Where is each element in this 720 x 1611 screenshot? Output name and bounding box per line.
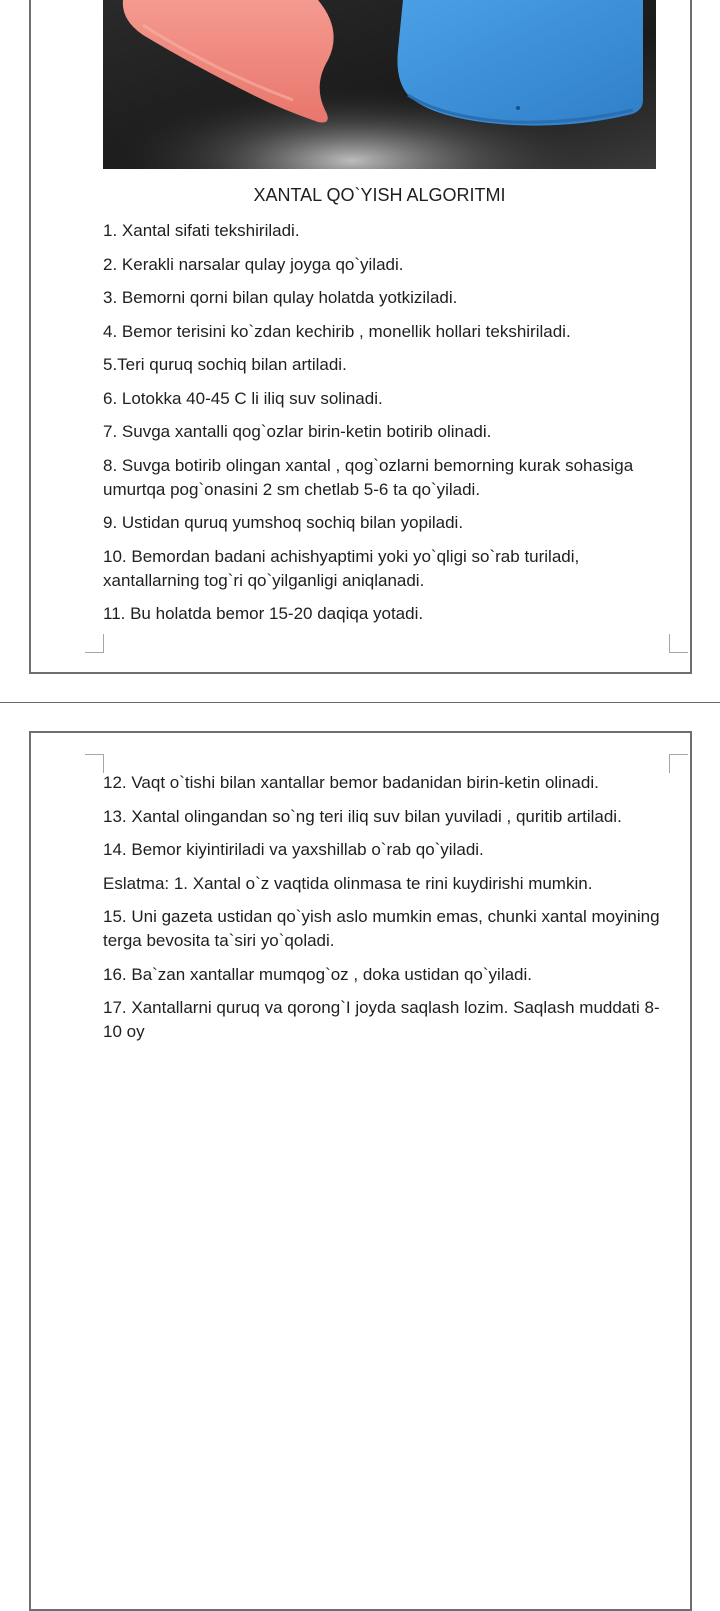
corner-mark-top-right (669, 634, 688, 653)
algorithm-list-page-1 (103, 219, 678, 636)
page-title: XANTAL QO`YISH ALGORITMI (253, 185, 506, 205)
list-item: 4. Bemor terisini ko`zdan kechirib , monellik hollari tekshiriladi. (103, 321, 571, 341)
note-item: Eslatma: 1. Xantal o`z vaqtida olinmasa te rini kuydirishi mumkin. (103, 873, 593, 893)
photo (103, 0, 656, 169)
list-item: 15. Uni gazeta ustidan qo`yish aslo mumkin emas, chunki xantal moyining terga bevosita ta`siri yo`qoladi. (103, 907, 660, 950)
list-item: 9. Ustidan quruq yumshoq sochiq bilan yopiladi. (103, 513, 464, 532)
corner-mark-bottom-left (85, 754, 104, 773)
list-item: 5.Teri quruq sochiq bilan artiladi. (103, 355, 347, 374)
list-item: 10. Bemordan badani achishyaptimi yoki yo`qligi so`rab turiladi, xantallarning tog`ri qo`yilganligi aniqlanadi. (103, 546, 580, 590)
page-separator (0, 702, 720, 703)
list-item: 12. Vaqt o`tishi bilan xantallar bemor badanidan birin-ketin olinadi. (103, 773, 599, 792)
mustard-plaster-photo-icon (103, 0, 656, 169)
list-item: 7. Suvga xantalli qog`ozlar birin-ketin botirib olinadi. (103, 422, 492, 441)
list-item: 13. Xantal olingandan so`ng teri iliq suv bilan yuviladi , quritib artiladi. (103, 806, 622, 826)
list-item: 14. Bemor kiyintiriladi va yaxshillab o`rab qo`yiladi. (103, 840, 484, 859)
algorithm-list-page-2 (103, 771, 678, 1054)
list-item: 6. Lotokka 40-45 C li iliq suv solinadi. (103, 388, 383, 408)
corner-mark-top-left (85, 634, 104, 653)
list-item: 8. Suvga botirib olingan xantal , qog`ozlarni bemorning kurak sohasiga umurtqa pog`onasini 2 sm chetlab 5-6 ta qo`yiladi. (103, 455, 634, 499)
list-item: 2. Kerakli narsalar qulay joyga qo`yiladi. (103, 254, 404, 274)
list-item: 16. Ba`zan xantallar mumqog`oz , doka ustidan qo`yiladi. (103, 964, 533, 984)
list-item: 17. Xantallarni quruq va qorong`I joyda saqlash lozim. Saqlash muddati 8-10 oy (103, 998, 660, 1041)
list-item: 1. Xantal sifati tekshiriladi. (103, 221, 300, 240)
list-item: 3. Bemorni qorni bilan qulay holatda yotkiziladi. (103, 288, 458, 307)
list-item: 11. Bu holatda bemor 15-20 daqiqa yotadi. (103, 604, 424, 623)
